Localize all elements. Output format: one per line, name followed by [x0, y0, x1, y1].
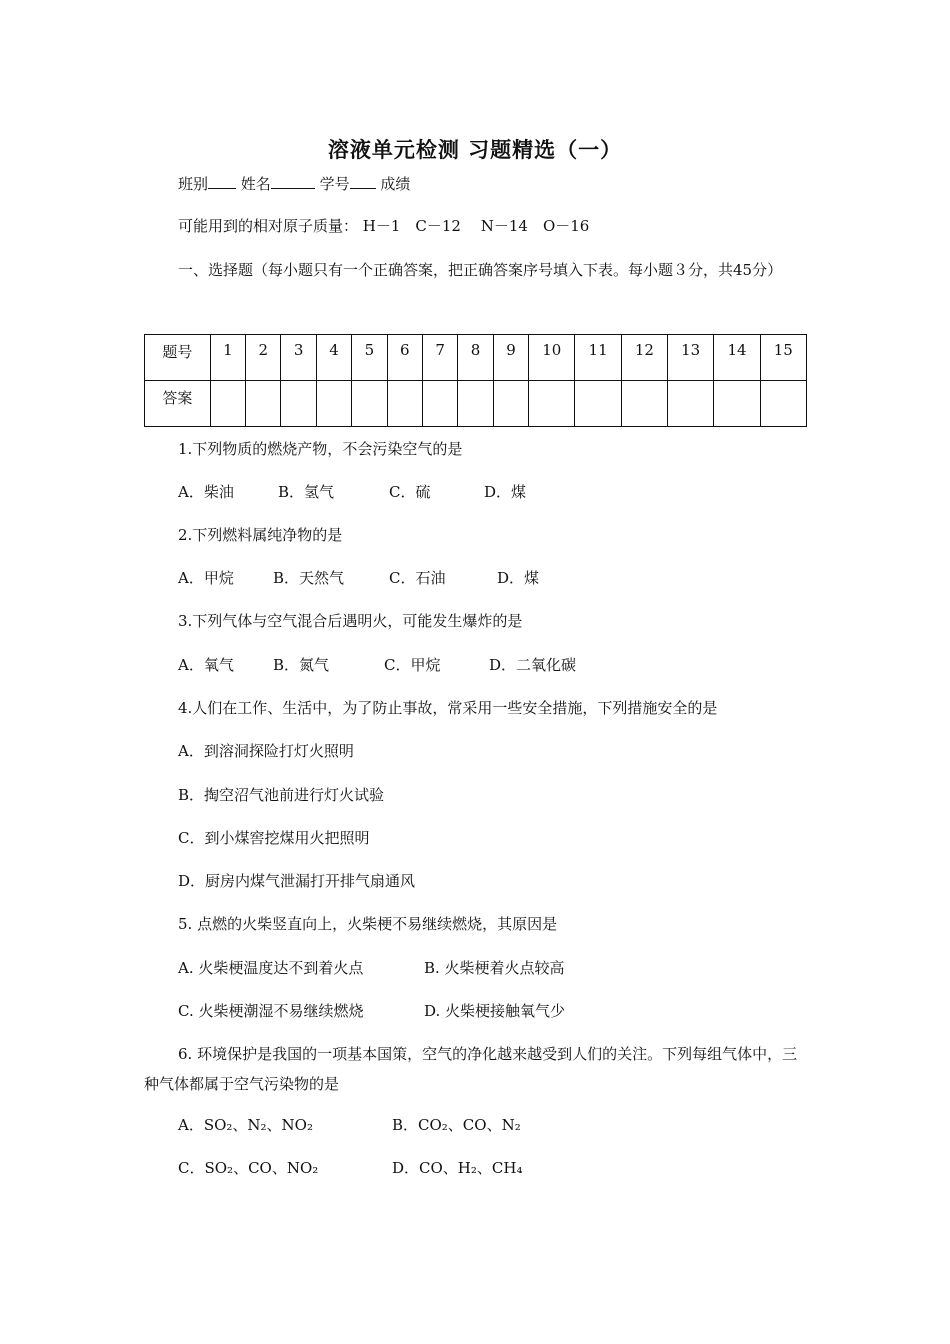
option-b: B. 火柴梗着火点较高: [424, 959, 565, 977]
class-blank[interactable]: [208, 174, 236, 189]
answer-cell[interactable]: [621, 381, 667, 427]
question-3-stem: 3.下列气体与空气混合后遇明火，可能发生爆炸的是: [178, 612, 523, 630]
option-d: D．煤: [484, 483, 527, 501]
table-cell: 7: [422, 335, 457, 381]
table-cell: 6: [387, 335, 422, 381]
option-c: C．硫: [389, 483, 431, 501]
table-cell: 3: [281, 335, 316, 381]
answer-cell[interactable]: [493, 381, 528, 427]
answer-cell[interactable]: [246, 381, 281, 427]
table-cell: 15: [760, 335, 806, 381]
question-1-options: [178, 482, 526, 502]
row-header-number: 题号: [145, 335, 211, 381]
table-cell: 8: [458, 335, 493, 381]
answer-cell[interactable]: [760, 381, 806, 427]
question-2-options: [178, 568, 539, 588]
id-blank[interactable]: [350, 174, 376, 189]
option-d: D．二氧化碳: [489, 656, 577, 674]
question-6-options-ab: [178, 1115, 521, 1135]
atomic-mass-line: 可能用到的相对原子质量： H－1 C－12 N－14 O－16: [178, 217, 590, 235]
option-c: C．石油: [389, 569, 446, 587]
answer-cell[interactable]: [714, 381, 760, 427]
question-5-options-cd: [178, 1001, 565, 1021]
name-label: 姓名: [240, 175, 271, 193]
option-c: C．SO₂、CO、NO₂: [178, 1159, 319, 1177]
option-a: A．氧气: [178, 656, 234, 674]
table-cell: 13: [668, 335, 714, 381]
section-heading: 一、选择题（每小题只有一个正确答案，把正确答案序号填入下表。每小题３分，共45分）: [178, 261, 783, 279]
table-cell: 14: [714, 335, 760, 381]
question-4-option-b: B．掏空沼气池前进行灯火试验: [178, 786, 385, 804]
score-label: 成绩: [380, 175, 411, 193]
answer-cell[interactable]: [281, 381, 316, 427]
question-6-stem: 6. 环境保护是我国的一项基本国策，空气的净化越来越受到人们的关注。下列每组气体中，三种气体都属于空气污染物的是: [144, 1045, 798, 1093]
row-header-answer: 答案: [145, 381, 211, 427]
table-cell: 12: [621, 335, 667, 381]
table-row: [145, 381, 807, 427]
question-4-stem: 4.人们在工作、生活中，为了防止事故，常采用一些安全措施，下列措施安全的是: [178, 699, 718, 717]
answer-cell[interactable]: [668, 381, 714, 427]
name-blank[interactable]: [271, 174, 315, 189]
question-5-stem: 5. 点燃的火柴竖直向上，火柴梗不易继续燃烧，其原因是: [178, 915, 558, 933]
id-label: 学号: [319, 175, 350, 193]
table-cell: 4: [316, 335, 351, 381]
answer-cell[interactable]: [352, 381, 387, 427]
option-b: B．天然气: [273, 569, 345, 587]
answer-cell[interactable]: [316, 381, 351, 427]
answer-table: [144, 334, 807, 427]
option-c: C．甲烷: [384, 656, 441, 674]
option-a: A．甲烷: [178, 569, 234, 587]
table-cell: 10: [529, 335, 575, 381]
option-c: C. 火柴梗潮湿不易继续燃烧: [178, 1002, 364, 1020]
question-6-options-cd: [178, 1158, 522, 1178]
class-label: 班别: [178, 175, 209, 193]
option-a: A. 火柴梗温度达不到着火点: [178, 959, 364, 977]
table-cell: 1: [210, 335, 245, 381]
option-d: D．煤: [497, 569, 540, 587]
question-3-options: [178, 655, 576, 675]
table-row: [145, 335, 807, 381]
question-4-option-c: C．到小煤窖挖煤用火把照明: [178, 829, 370, 847]
option-b: B．氢气: [278, 483, 335, 501]
answer-cell[interactable]: [529, 381, 575, 427]
question-5-options-ab: [178, 958, 565, 978]
table-cell: 11: [575, 335, 621, 381]
option-a: A．SO₂、N₂、NO₂: [178, 1116, 313, 1134]
table-cell: 5: [352, 335, 387, 381]
table-cell: 2: [246, 335, 281, 381]
table-cell: 9: [493, 335, 528, 381]
option-d: D. 火柴梗接触氧气少: [424, 1002, 566, 1020]
option-b: B．CO₂、CO、N₂: [392, 1116, 521, 1134]
answer-cell[interactable]: [210, 381, 245, 427]
question-4-option-a: A．到溶洞探险打灯火照明: [178, 742, 354, 760]
option-b: B．氮气: [273, 656, 330, 674]
question-1-stem: 1.下列物质的燃烧产物，不会污染空气的是: [178, 440, 463, 458]
page-title: 溶液单元检测 习题精选（一）: [327, 137, 623, 162]
answer-cell[interactable]: [575, 381, 621, 427]
option-d: D．CO、H₂、CH₄: [392, 1159, 523, 1177]
option-a: A．柴油: [178, 483, 234, 501]
answer-cell[interactable]: [387, 381, 422, 427]
answer-cell[interactable]: [422, 381, 457, 427]
question-2-stem: 2.下列燃料属纯净物的是: [178, 526, 343, 544]
answer-cell[interactable]: [458, 381, 493, 427]
question-4-option-d: D．厨房内煤气泄漏打开排气扇通风: [178, 872, 416, 890]
student-info-line: [178, 174, 410, 194]
